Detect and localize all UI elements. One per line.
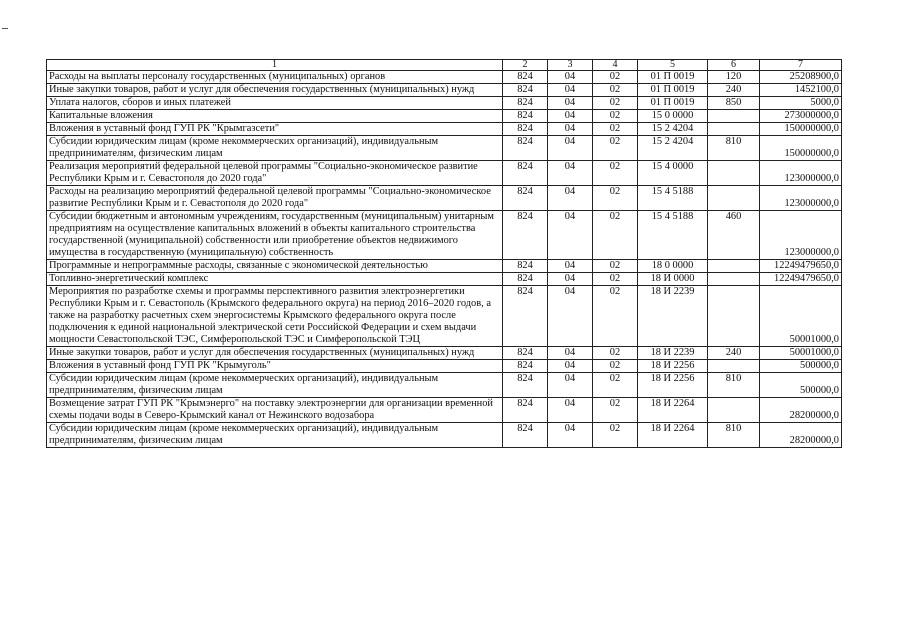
expense-type-code bbox=[708, 398, 760, 423]
amount: 123000000,0 bbox=[760, 211, 842, 260]
amount: 150000000,0 bbox=[760, 136, 842, 161]
ministry-code: 824 bbox=[503, 97, 548, 110]
amount: 273000000,0 bbox=[760, 110, 842, 123]
ministry-code: 824 bbox=[503, 398, 548, 423]
section-code: 04 bbox=[548, 373, 593, 398]
table-row bbox=[47, 110, 842, 123]
subsection-code: 02 bbox=[593, 110, 638, 123]
expense-type-code bbox=[708, 286, 760, 347]
amount: 500000,0 bbox=[760, 360, 842, 373]
column-number: 2 bbox=[503, 60, 548, 71]
expense-type-code: 810 bbox=[708, 373, 760, 398]
amount: 5000,0 bbox=[760, 97, 842, 110]
ministry-code: 824 bbox=[503, 211, 548, 260]
section-code: 04 bbox=[548, 347, 593, 360]
target-article-code: 01 П 0019 bbox=[638, 84, 708, 97]
table-row bbox=[47, 161, 842, 186]
section-code: 04 bbox=[548, 71, 593, 84]
expense-type-code bbox=[708, 123, 760, 136]
expense-name: Расходы на реализацию мероприятий федеральной целевой программы "Социально-экономическое развитие Республики Крым и г. Севастополя до 2020 года" bbox=[47, 186, 503, 211]
subsection-code: 02 bbox=[593, 286, 638, 347]
expense-name: Уплата налогов, сборов и иных платежей bbox=[47, 97, 503, 110]
column-number-row bbox=[47, 60, 842, 71]
expense-name: Топливно-энергетический комплекс bbox=[47, 273, 503, 286]
amount: 12249479650,0 bbox=[760, 260, 842, 273]
ministry-code: 824 bbox=[503, 260, 548, 273]
target-article-code: 01 П 0019 bbox=[638, 71, 708, 84]
expense-type-code: 120 bbox=[708, 71, 760, 84]
subsection-code: 02 bbox=[593, 260, 638, 273]
expense-name: Возмещение затрат ГУП РК "Крымэнерго" на поставку электроэнергии для организации временной схемы подачи воды в Северо-Крымский канал от Нежинского водозабора bbox=[47, 398, 503, 423]
subsection-code: 02 bbox=[593, 211, 638, 260]
ministry-code: 824 bbox=[503, 123, 548, 136]
expense-name: Вложения в уставный фонд ГУП РК "Крымгазсети" bbox=[47, 123, 503, 136]
subsection-code: 02 bbox=[593, 398, 638, 423]
expense-name: Реализация мероприятий федеральной целевой программы "Социально-экономическое развитие Республики Крым и г. Севастополя до 2020 года" bbox=[47, 161, 503, 186]
amount: 150000000,0 bbox=[760, 123, 842, 136]
target-article-code: 18 И 2264 bbox=[638, 423, 708, 448]
target-article-code: 01 П 0019 bbox=[638, 97, 708, 110]
amount: 50001000,0 bbox=[760, 286, 842, 347]
subsection-code: 02 bbox=[593, 71, 638, 84]
expense-type-code: 240 bbox=[708, 347, 760, 360]
column-number: 6 bbox=[708, 60, 760, 71]
expense-name: Программные и непрограммные расходы, связанные с экономической деятельностью bbox=[47, 260, 503, 273]
section-code: 04 bbox=[548, 186, 593, 211]
expense-name: Мероприятия по разработке схемы и программы перспективного развития электроэнергетики Республики Крым и г. Севастополь (Крымского федерального округа) на период 2016–2020 годов, а также на разработку расчетных схем энергосистемы Крымского федерального округа после подключения к единой национальной электрической сети Российской Федерации и схем выдачи мощности Севастопольской ТЭС, Симферопольской ТЭС и Симферопольской ТЭЦ bbox=[47, 286, 503, 347]
budget-table-body bbox=[47, 60, 842, 448]
table-row bbox=[47, 84, 842, 97]
section-code: 04 bbox=[548, 286, 593, 347]
subsection-code: 02 bbox=[593, 136, 638, 161]
section-code: 04 bbox=[548, 161, 593, 186]
expense-type-code bbox=[708, 186, 760, 211]
expense-type-code bbox=[708, 260, 760, 273]
table-row bbox=[47, 360, 842, 373]
section-code: 04 bbox=[548, 97, 593, 110]
ministry-code: 824 bbox=[503, 71, 548, 84]
column-number: 3 bbox=[548, 60, 593, 71]
expense-type-code: 850 bbox=[708, 97, 760, 110]
subsection-code: 02 bbox=[593, 273, 638, 286]
target-article-code: 15 2 4204 bbox=[638, 136, 708, 161]
section-code: 04 bbox=[548, 260, 593, 273]
target-article-code: 15 4 5188 bbox=[638, 211, 708, 260]
subsection-code: 02 bbox=[593, 123, 638, 136]
amount: 500000,0 bbox=[760, 373, 842, 398]
table-row bbox=[47, 260, 842, 273]
table-row bbox=[47, 373, 842, 398]
expense-name: Вложения в уставный фонд ГУП РК "Крымуголь" bbox=[47, 360, 503, 373]
section-code: 04 bbox=[548, 273, 593, 286]
target-article-code: 18 И 2264 bbox=[638, 398, 708, 423]
column-number: 5 bbox=[638, 60, 708, 71]
table-row bbox=[47, 97, 842, 110]
amount: 28200000,0 bbox=[760, 398, 842, 423]
column-number: 7 bbox=[760, 60, 842, 71]
target-article-code: 18 И 2239 bbox=[638, 347, 708, 360]
expense-type-code bbox=[708, 161, 760, 186]
target-article-code: 15 4 0000 bbox=[638, 161, 708, 186]
expense-type-code bbox=[708, 110, 760, 123]
column-number: 4 bbox=[593, 60, 638, 71]
subsection-code: 02 bbox=[593, 360, 638, 373]
subsection-code: 02 bbox=[593, 423, 638, 448]
ministry-code: 824 bbox=[503, 136, 548, 161]
ministry-code: 824 bbox=[503, 373, 548, 398]
expense-name: Субсидии юридическим лицам (кроме некоммерческих организаций), индивидуальным предпринимателям, физическим лицам bbox=[47, 423, 503, 448]
expense-name: Расходы на выплаты персоналу государственных (муниципальных) органов bbox=[47, 71, 503, 84]
table-row bbox=[47, 286, 842, 347]
target-article-code: 18 И 2256 bbox=[638, 360, 708, 373]
amount: 28200000,0 bbox=[760, 423, 842, 448]
table-row bbox=[47, 347, 842, 360]
target-article-code: 18 0 0000 bbox=[638, 260, 708, 273]
target-article-code: 15 4 5188 bbox=[638, 186, 708, 211]
table-row bbox=[47, 273, 842, 286]
expense-name: Субсидии бюджетным и автономным учреждениям, государственным (муниципальным) унитарным предприятиям на осуществление капитальных вложений в объекты капитального строительства государственной (муниципальной) собственности или приобретение объектов недвижимого имущества в государственную (муниципальную) собственность bbox=[47, 211, 503, 260]
expense-type-code: 240 bbox=[708, 84, 760, 97]
amount: 12249479650,0 bbox=[760, 273, 842, 286]
expense-type-code: 810 bbox=[708, 423, 760, 448]
ministry-code: 824 bbox=[503, 84, 548, 97]
expense-name: Иные закупки товаров, работ и услуг для обеспечения государственных (муниципальных) нужд bbox=[47, 84, 503, 97]
target-article-code: 15 2 4204 bbox=[638, 123, 708, 136]
expense-name: Субсидии юридическим лицам (кроме некоммерческих организаций), индивидуальным предпринимателям, физическим лицам bbox=[47, 373, 503, 398]
expense-type-code bbox=[708, 360, 760, 373]
ministry-code: 824 bbox=[503, 110, 548, 123]
table-row bbox=[47, 123, 842, 136]
section-code: 04 bbox=[548, 360, 593, 373]
budget-table bbox=[46, 59, 842, 448]
expense-name: Иные закупки товаров, работ и услуг для обеспечения государственных (муниципальных) нужд bbox=[47, 347, 503, 360]
table-row bbox=[47, 211, 842, 260]
target-article-code: 18 И 2256 bbox=[638, 373, 708, 398]
section-code: 04 bbox=[548, 211, 593, 260]
ministry-code: 824 bbox=[503, 423, 548, 448]
subsection-code: 02 bbox=[593, 373, 638, 398]
table-row bbox=[47, 136, 842, 161]
subsection-code: 02 bbox=[593, 347, 638, 360]
column-number: 1 bbox=[47, 60, 503, 71]
section-code: 04 bbox=[548, 423, 593, 448]
target-article-code: 15 0 0000 bbox=[638, 110, 708, 123]
expense-type-code: 810 bbox=[708, 136, 760, 161]
ministry-code: 824 bbox=[503, 186, 548, 211]
expense-type-code bbox=[708, 273, 760, 286]
ministry-code: 824 bbox=[503, 273, 548, 286]
target-article-code: 18 И 2239 bbox=[638, 286, 708, 347]
table-row bbox=[47, 423, 842, 448]
table-row bbox=[47, 398, 842, 423]
ministry-code: 824 bbox=[503, 347, 548, 360]
ministry-code: 824 bbox=[503, 360, 548, 373]
section-code: 04 bbox=[548, 110, 593, 123]
expense-name: Субсидии юридическим лицам (кроме некоммерческих организаций), индивидуальным предпринимателям, физическим лицам bbox=[47, 136, 503, 161]
section-code: 04 bbox=[548, 84, 593, 97]
amount: 50001000,0 bbox=[760, 347, 842, 360]
amount: 123000000,0 bbox=[760, 161, 842, 186]
scan-mark bbox=[2, 28, 8, 29]
table-row bbox=[47, 186, 842, 211]
subsection-code: 02 bbox=[593, 84, 638, 97]
expense-type-code: 460 bbox=[708, 211, 760, 260]
amount: 123000000,0 bbox=[760, 186, 842, 211]
target-article-code: 18 И 0000 bbox=[638, 273, 708, 286]
amount: 1452100,0 bbox=[760, 84, 842, 97]
section-code: 04 bbox=[548, 123, 593, 136]
subsection-code: 02 bbox=[593, 97, 638, 110]
ministry-code: 824 bbox=[503, 161, 548, 186]
ministry-code: 824 bbox=[503, 286, 548, 347]
section-code: 04 bbox=[548, 136, 593, 161]
subsection-code: 02 bbox=[593, 161, 638, 186]
table-row bbox=[47, 71, 842, 84]
subsection-code: 02 bbox=[593, 186, 638, 211]
section-code: 04 bbox=[548, 398, 593, 423]
expense-name: Капитальные вложения bbox=[47, 110, 503, 123]
amount: 25208900,0 bbox=[760, 71, 842, 84]
